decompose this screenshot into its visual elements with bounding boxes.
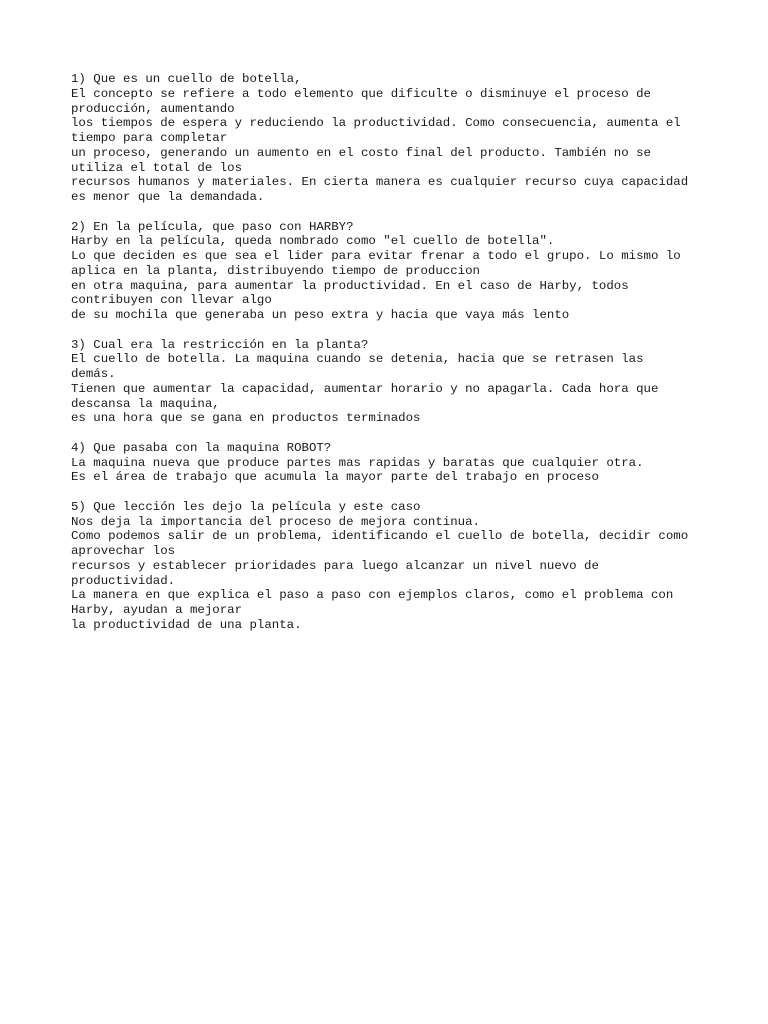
answer-line: es menor que la demandada.	[71, 190, 265, 204]
question-heading: 5) Que lección les dejo la película y este caso	[71, 499, 421, 514]
answer-line: de su mochila que generaba un peso extra y hacia que vaya más lento	[71, 308, 570, 322]
answer-line: un proceso, generando un aumento en el costo final del producto. También no se	[71, 145, 651, 160]
section-question-5	[71, 500, 731, 633]
question-heading: 3) Cual era la restricción en la planta?	[71, 337, 369, 352]
answer-line: tiempo para completar	[71, 131, 228, 145]
answer-line: La manera en que explica el paso a paso con ejemplos claros, como el problema con	[71, 588, 674, 603]
answer-line: aplica en la planta, distribuyendo tiempo de produccion	[71, 263, 480, 278]
answer-line: Tienen que aumentar la capacidad, aumentar horario y no apagarla. Cada hora que	[71, 381, 659, 396]
answer-line: Lo que deciden es que sea el lider para evitar frenar a todo el grupo. Lo mismo lo	[71, 249, 681, 263]
answer-line: la productividad de una planta.	[71, 617, 302, 632]
document-body	[71, 72, 731, 647]
answer-line: descansa la maquina,	[71, 396, 220, 411]
question-heading: 1) Que es un cuello de botella,	[71, 72, 302, 86]
answer-line: El concepto se refiere a todo elemento que dificulte o disminuye el proceso de	[71, 86, 651, 101]
answer-line: Nos deja la importancia del proceso de mejora continua.	[71, 514, 480, 529]
answer-line: recursos y establecer prioridades para luego alcanzar un nivel nuevo de	[71, 558, 599, 573]
section-question-2	[71, 220, 731, 323]
answer-line: Harby, ayudan a mejorar	[71, 603, 243, 617]
answer-line: los tiempos de espera y reduciendo la productividad. Como consecuencia, aumenta el	[71, 116, 681, 131]
answer-line: contribuyen con llevar algo	[71, 293, 272, 308]
answer-line: Como podemos salir de un problema, identificando el cuello de botella, decidir como	[71, 529, 689, 544]
answer-line: utiliza el total de los	[71, 160, 243, 175]
question-heading: 2) En la película, que paso con HARBY?	[71, 219, 354, 234]
answer-line: es una hora que se gana en productos terminados	[71, 411, 421, 426]
answer-line: El cuello de botella. La maquina cuando se detenia, hacia que se retrasen las	[71, 352, 644, 367]
answer-line: recursos humanos y materiales. En cierta manera es cualquier recurso cuya capacidad	[71, 175, 689, 190]
answer-line: productividad.	[71, 573, 176, 588]
section-question-4	[71, 441, 731, 485]
answer-line: La maquina nueva que produce partes mas rapidas y baratas que cualquier otra.	[71, 455, 644, 470]
answer-line: aprovechar los	[71, 544, 176, 558]
answer-line: demás.	[71, 367, 116, 381]
answer-line: Es el área de trabajo que acumula la mayor parte del trabajo en proceso	[71, 470, 599, 485]
answer-line: Harby en la película, queda nombrado como "el cuello de botella".	[71, 234, 555, 249]
section-question-1	[71, 72, 731, 205]
section-question-3	[71, 338, 731, 427]
answer-line: en otra maquina, para aumentar la productividad. En el caso de Harby, todos	[71, 278, 629, 293]
question-heading: 4) Que pasaba con la maquina ROBOT?	[71, 440, 332, 455]
answer-line: producción, aumentando	[71, 101, 235, 116]
